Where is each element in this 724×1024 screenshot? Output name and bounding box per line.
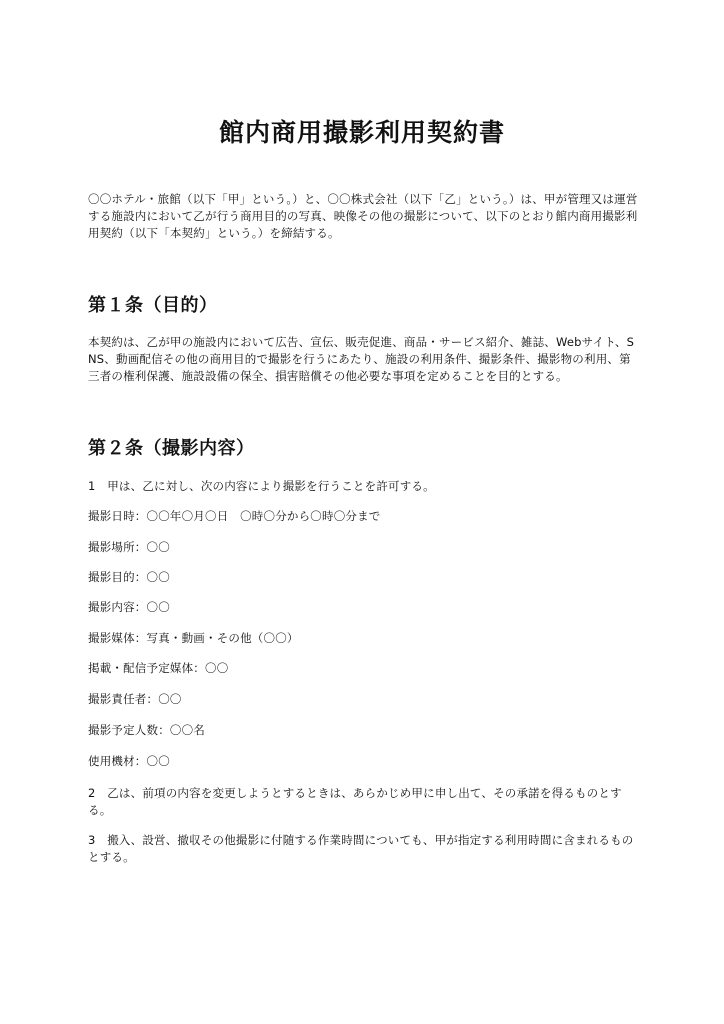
item-shooting-location: 撮影場所：〇〇: [88, 540, 170, 554]
article-2-clause-2: 2 乙は、前項の内容を変更しようとするときは、あらかじめ甲に申し出て、その承諾を得るものとする。: [88, 786, 622, 817]
item-responsible-person: 撮影責任者：〇〇: [88, 692, 182, 706]
item-shooting-media: 撮影媒体：写真・動画・その他（〇〇）: [88, 631, 299, 645]
article-1-body: 本契約は、乙が甲の施設内において広告、宣伝、販売促進、商品・サービス紹介、雑誌、Webサイト、SNS、動画配信その他の商用目的で撮影を行うにあたり、施設の利用条件、撮影条件、撮影物の利用、第三者の権利保護、施設設備の保全、損害賠償その他必要な事項を定めることを目的とする。: [88, 335, 635, 383]
item-distribution-media: 掲載・配信予定媒体：〇〇: [88, 661, 229, 675]
article-2-clause-3: 3 搬入、設営、撤収その他撮影に付随する作業時間についても、甲が指定する利用時間に含まれるものとする。: [88, 833, 634, 864]
document-title: 館内商用撮影利用契約書: [218, 118, 505, 147]
article-2-clause-1: 1 甲は、乙に対し、次の内容により撮影を行うことを許可する。: [88, 479, 435, 493]
article-2-heading: 第２条（撮影内容）: [88, 438, 255, 459]
item-headcount: 撮影予定人数：〇〇名: [88, 723, 205, 737]
article-1-heading: 第１条（目的）: [88, 295, 218, 316]
item-shooting-datetime: 撮影日時：〇〇年〇月〇日 〇時〇分から〇時〇分まで: [88, 509, 381, 523]
item-shooting-content: 撮影内容：〇〇: [88, 600, 170, 614]
intro-paragraph: 〇〇ホテル・旅館（以下「甲」という。）と、〇〇株式会社（以下「乙」という。）は、甲が管理又は運営する施設内において乙が行う商用目的の写真、映像その他の撮影について、以下のとおり館内商用撮影利用契約（以下「本契約」という。）を締結する。: [88, 192, 638, 240]
item-equipment: 使用機材：〇〇: [88, 754, 170, 768]
item-shooting-purpose: 撮影目的：〇〇: [88, 570, 170, 584]
